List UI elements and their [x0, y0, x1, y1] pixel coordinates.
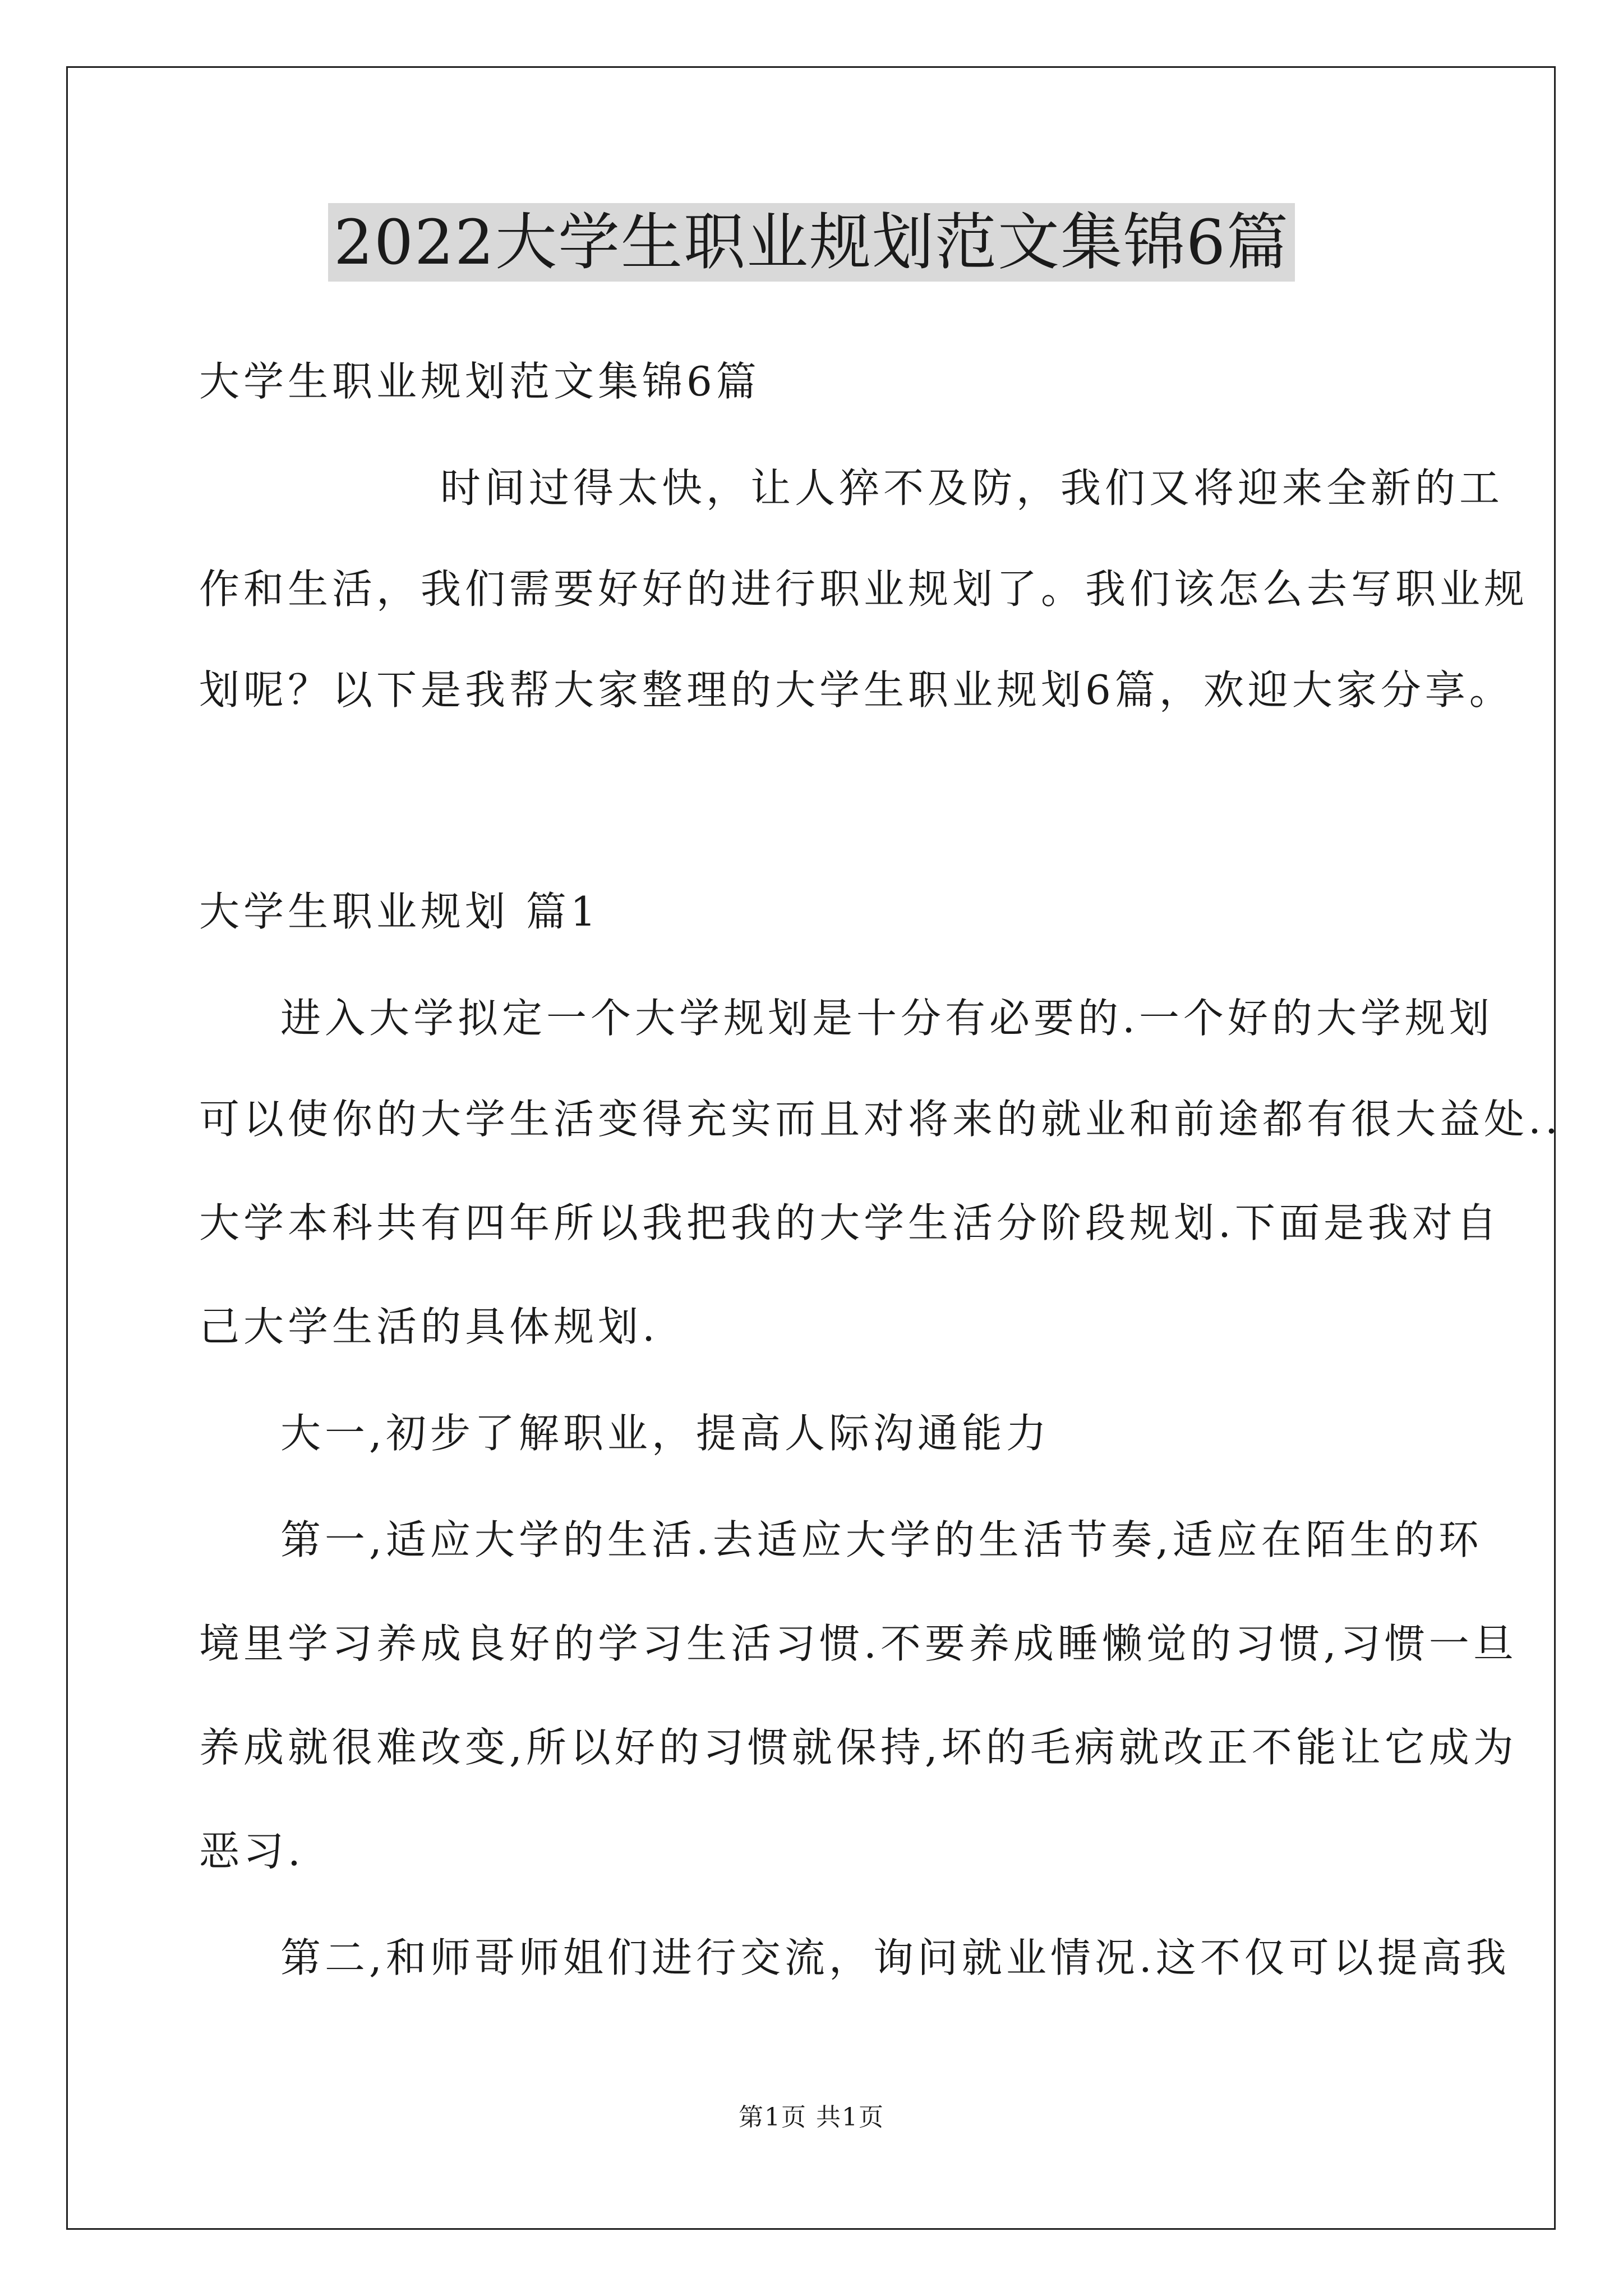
- section-heading: 大学生职业规划 篇1: [199, 888, 600, 935]
- paragraph-line: 养成就很难改变,所以好的习惯就保持,坏的毛病就改正不能让它成为: [199, 1724, 1518, 1771]
- document-title-text: 2022大学生职业规划范文集锦6篇: [328, 203, 1295, 282]
- paragraph-line: 境里学习养成良好的学习生活习惯.不要养成睡懒觉的习惯,习惯一旦: [199, 1620, 1518, 1667]
- paragraph-line: 大一,初步了解职业，提高人际沟通能力: [280, 1410, 1050, 1457]
- page-footer: 第1页 共1页: [739, 2103, 884, 2132]
- paragraph-line: 己大学生活的具体规划.: [199, 1303, 659, 1350]
- document-title: [0, 203, 1623, 282]
- paragraph-line: 作和生活，我们需要好好的进行职业规划了。我们该怎么去写职业规: [199, 565, 1529, 613]
- paragraph-line: 大学本科共有四年所以我把我的大学生活分阶段规划.下面是我对自: [199, 1199, 1501, 1246]
- document-subtitle: 大学生职业规划范文集锦6篇: [199, 358, 760, 405]
- paragraph-line: 进入大学拟定一个大学规划是十分有必要的.一个好的大学规划: [280, 995, 1493, 1042]
- paragraph-line: 恶习.: [199, 1828, 305, 1875]
- paragraph-line: 第二,和师哥师姐们进行交流，询问就业情况.这不仅可以提高我: [280, 1934, 1510, 1981]
- paragraph-line: 第一,适应大学的生活.去适应大学的生活节奏,适应在陌生的环: [280, 1516, 1483, 1563]
- paragraph-line: 可以使你的大学生活变得充实而且对将来的就业和前途都有很大益处..: [199, 1096, 1562, 1143]
- paragraph-line: 时间过得太快，让人猝不及防，我们又将迎来全新的工: [440, 464, 1504, 512]
- paragraph-line: 划呢？以下是我帮大家整理的大学生职业规划6篇，欢迎大家分享。: [199, 666, 1514, 714]
